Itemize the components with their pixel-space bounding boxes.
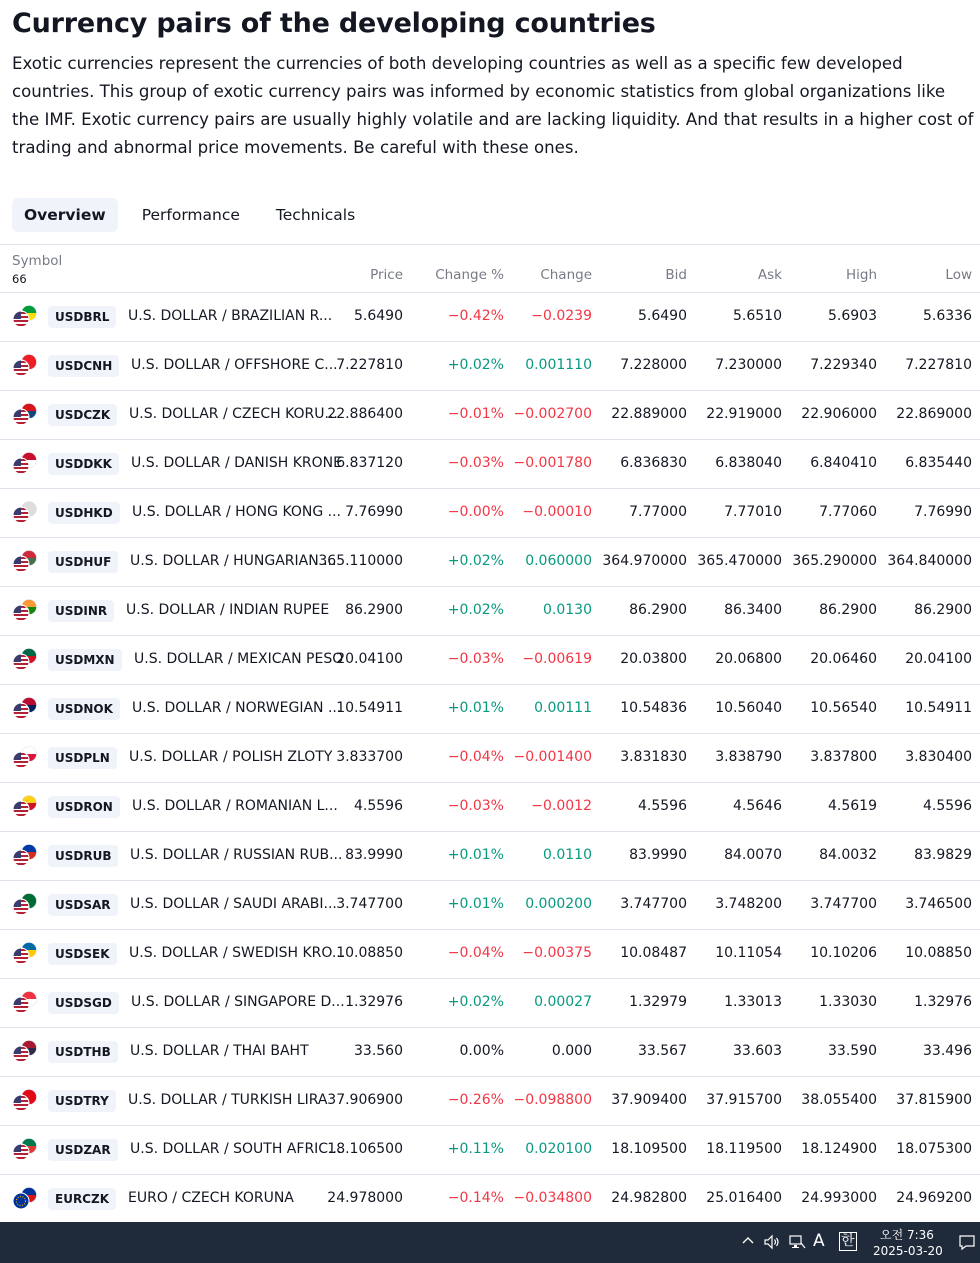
table-row[interactable] [0,685,980,734]
change-cell: 0.0130 [543,602,592,618]
bid-cell: 5.6490 [638,308,687,324]
eu-czech-flag-icon [12,1187,38,1211]
change-cell: 0.001110 [525,357,592,373]
thailand-flag-icon [12,1040,38,1064]
high-cell: 365.290000 [792,553,877,569]
pair-description: U.S. DOLLAR / SOUTH AFRIC... [130,1141,342,1157]
price-cell: 86.2900 [345,602,403,618]
ticker-badge[interactable]: USDBRL [48,306,116,328]
pair-description: U.S. DOLLAR / RUSSIAN RUB... [130,847,343,863]
price-cell: 5.6490 [354,308,403,324]
sweden-flag-icon [12,942,38,966]
table-row[interactable] [0,440,980,489]
ask-cell: 37.915700 [706,1092,782,1108]
low-cell: 6.835440 [905,455,972,471]
bid-header[interactable]: Bid [665,267,687,283]
table-row[interactable] [0,979,980,1028]
table-row[interactable] [0,293,980,342]
ime-korean-indicator[interactable]: 한 [841,1233,855,1249]
denmark-flag-icon [12,452,38,476]
price-cell: 365.110000 [318,553,403,569]
price-cell: 83.9990 [345,847,403,863]
clock-date[interactable]: 2025-03-20 [873,1244,943,1258]
bid-cell: 22.889000 [611,406,687,422]
high-cell: 24.993000 [801,1190,877,1206]
ask-cell: 6.838040 [715,455,782,471]
bid-cell: 1.32979 [629,994,687,1010]
ticker-badge[interactable]: USDRON [48,796,120,818]
ticker-badge[interactable]: USDTRY [48,1090,116,1112]
ticker-badge[interactable]: USDZAR [48,1139,118,1161]
network-icon[interactable] [788,1233,806,1254]
table-row[interactable] [0,636,980,685]
low-cell: 22.869000 [896,406,972,422]
brazil-flag-icon [12,305,38,329]
change-cell: −0.034800 [513,1190,592,1206]
ask-cell: 5.6510 [733,308,782,324]
change-cell: −0.001780 [513,455,592,471]
change-cell: −0.00375 [522,945,592,961]
bid-cell: 10.08487 [620,945,687,961]
price-cell: 1.32976 [345,994,403,1010]
price-cell: 33.560 [354,1043,403,1059]
table-row[interactable] [0,391,980,440]
low-cell: 86.2900 [914,602,972,618]
windows-taskbar [0,1222,980,1263]
change-percent-cell: +0.02% [447,553,504,569]
bid-cell: 18.109500 [611,1141,687,1157]
change-header[interactable]: Change [540,267,592,283]
table-row[interactable] [0,734,980,783]
change-cell: −0.001400 [513,749,592,765]
hong-kong-flag-icon [12,501,38,525]
change-percent-cell: +0.02% [447,357,504,373]
change-percent-cell: −0.14% [447,1190,504,1206]
pair-description: U.S. DOLLAR / SINGAPORE D... [131,994,345,1010]
high-cell: 1.33030 [819,994,877,1010]
price-cell: 37.906900 [327,1092,403,1108]
high-cell: 10.56540 [810,700,877,716]
norway-flag-icon [12,697,38,721]
high-cell: 5.6903 [828,308,877,324]
ask-cell: 25.016400 [706,1190,782,1206]
saudi-arabia-flag-icon [12,893,38,917]
high-cell: 20.06460 [810,651,877,667]
bid-cell: 7.228000 [620,357,687,373]
ask-header[interactable]: Ask [757,267,782,283]
russia-flag-icon [12,844,38,868]
ask-cell: 33.603 [733,1043,782,1059]
change-cell: 0.0110 [543,847,592,863]
high-cell: 18.124900 [801,1141,877,1157]
pair-description: U.S. DOLLAR / TURKISH LIRA [128,1092,328,1108]
change-percent-cell: −0.26% [447,1092,504,1108]
bid-cell: 3.831830 [620,749,687,765]
price-cell: 3.833700 [336,749,403,765]
pair-description: U.S. DOLLAR / SAUDI ARABI... [130,896,337,912]
change-percent-cell: −0.03% [447,455,504,471]
change-cell: 0.060000 [525,553,592,569]
price-cell: 7.76990 [345,504,403,520]
pair-description: U.S. DOLLAR / NORWEGIAN ... [132,700,342,716]
change-percent-cell: +0.01% [447,700,504,716]
change-percent-cell: −0.42% [447,308,504,324]
singapore-flag-icon [12,991,38,1015]
ask-cell: 20.06800 [715,651,782,667]
ask-cell: 10.56040 [715,700,782,716]
ticker-badge[interactable]: USDTHB [48,1041,118,1063]
price-cell: 10.54911 [336,700,403,716]
ask-cell: 7.230000 [715,357,782,373]
high-cell: 7.229340 [810,357,877,373]
table-row[interactable] [0,587,980,636]
bid-cell: 4.5596 [638,798,687,814]
bid-cell: 33.567 [638,1043,687,1059]
ticker-badge[interactable]: USDMXN [48,649,122,671]
page-description: Exotic currencies represent the currencies of both developing countries as well as a specific few developed countries. This group of exotic currency pairs was informed by economic statistics from global organizations like the IMF. Exotic currency pairs are usually highly volatile and are lacking liquidity. And that results in a higher cost of trading and abnormal price movements. Be careful with these ones. [12,54,974,157]
high-cell: 3.747700 [810,896,877,912]
high-cell: 38.055400 [801,1092,877,1108]
low-cell: 18.075300 [896,1141,972,1157]
tab-performance[interactable]: Performance [141,206,240,224]
high-cell: 7.77060 [819,504,877,520]
table-row[interactable] [0,881,980,930]
ask-cell: 18.119500 [706,1141,782,1157]
change-percent-cell: −0.04% [447,749,504,765]
table-body [0,293,980,1224]
ask-cell: 4.5646 [733,798,782,814]
ticker-badge[interactable]: USDRUB [48,845,118,867]
pair-description: U.S. DOLLAR / THAI BAHT [130,1043,309,1059]
bid-cell: 37.909400 [611,1092,687,1108]
low-cell: 3.830400 [905,749,972,765]
price-header[interactable]: Price [370,267,403,283]
pair-description: U.S. DOLLAR / SWEDISH KRO... [129,945,346,961]
pair-description: U.S. DOLLAR / CZECH KORU... [129,406,338,422]
change-percent-cell: −0.03% [447,651,504,667]
poland-flag-icon [12,746,38,770]
change-cell: 0.00111 [534,700,592,716]
ask-cell: 22.919000 [706,406,782,422]
bid-cell: 24.982800 [611,1190,687,1206]
table-row[interactable] [0,832,980,881]
change-percent-cell: −0.00% [447,504,504,520]
change-cell: −0.00619 [522,651,592,667]
low-cell: 20.04100 [905,651,972,667]
low-cell: 33.496 [923,1043,972,1059]
bid-cell: 83.9990 [629,847,687,863]
change-cell: 0.00027 [534,994,592,1010]
pair-description: U.S. DOLLAR / BRAZILIAN R... [128,308,333,324]
table-row[interactable] [0,930,980,979]
high-cell: 3.837800 [810,749,877,765]
pair-description: U.S. DOLLAR / MEXICAN PESO [134,651,344,667]
table-row[interactable] [0,1077,980,1126]
price-cell: 4.5596 [354,798,403,814]
price-cell: 22.886400 [327,406,403,422]
clock-time[interactable]: 오전 7:36 [880,1228,934,1242]
ask-cell: 1.33013 [724,994,782,1010]
price-cell: 3.747700 [336,896,403,912]
high-cell: 6.840410 [810,455,877,471]
change-cell: 0.000 [551,1043,592,1059]
low-cell: 10.08850 [905,945,972,961]
ticker-badge[interactable]: USDNOK [48,698,120,720]
table-row[interactable] [0,1126,980,1175]
price-cell: 6.837120 [336,455,403,471]
change-cell: −0.0012 [531,798,592,814]
pair-description: U.S. DOLLAR / HUNGARIAN ... [130,553,337,569]
india-flag-icon [12,599,38,623]
change-cell: −0.00010 [522,504,592,520]
czech-flag-icon [12,403,38,427]
hungary-flag-icon [12,550,38,574]
pair-description: U.S. DOLLAR / DANISH KRONE [131,455,342,471]
ime-mode-indicator[interactable]: A [813,1231,825,1251]
change-percent-cell: +0.01% [447,896,504,912]
ask-cell: 3.748200 [715,896,782,912]
table-row[interactable] [0,1028,980,1077]
high-cell: 33.590 [828,1043,877,1059]
pair-description: U.S. DOLLAR / HONG KONG ... [132,504,342,520]
ask-cell: 365.470000 [697,553,782,569]
high-cell: 10.10206 [810,945,877,961]
tab-overview[interactable]: Overview [12,198,118,232]
ticker-badge[interactable]: USDCNH [48,355,119,377]
low-cell: 3.746500 [905,896,972,912]
low-header[interactable]: Low [945,267,972,283]
bid-cell: 10.54836 [620,700,687,716]
low-cell: 364.840000 [887,553,972,569]
change-percent-cell: 0.00% [459,1043,504,1059]
change-percent-header[interactable]: Change % [435,267,504,283]
turkey-flag-icon [12,1089,38,1113]
chevron-up-icon[interactable] [741,1234,755,1252]
table-row[interactable] [0,1175,980,1224]
low-cell: 83.9829 [914,847,972,863]
bid-cell: 3.747700 [620,896,687,912]
price-cell: 24.978000 [327,1190,403,1206]
ticker-badge[interactable]: EURCZK [48,1188,116,1210]
ticker-badge[interactable]: USDHKD [48,502,120,524]
change-cell: 0.000200 [525,896,592,912]
pair-description: U.S. DOLLAR / OFFSHORE C... [131,357,338,373]
low-cell: 7.227810 [905,357,972,373]
change-percent-cell: −0.04% [447,945,504,961]
change-cell: −0.0239 [531,308,592,324]
change-percent-cell: −0.03% [447,798,504,814]
page-title: Currency pairs of the developing countries [12,8,656,39]
ticker-badge[interactable]: USDSAR [48,894,118,916]
ticker-badge[interactable]: USDDKK [48,453,119,475]
change-cell: −0.002700 [513,406,592,422]
high-cell: 22.906000 [801,406,877,422]
change-cell: −0.098800 [513,1092,592,1108]
pair-description: U.S. DOLLAR / ROMANIAN L... [132,798,338,814]
south-africa-flag-icon [12,1138,38,1162]
low-cell: 7.76990 [914,504,972,520]
bid-cell: 7.77000 [629,504,687,520]
ask-cell: 3.838790 [715,749,782,765]
volume-icon[interactable] [763,1233,781,1254]
change-percent-cell: +0.01% [447,847,504,863]
price-cell: 10.08850 [336,945,403,961]
currency-table [0,244,980,1224]
price-cell: 18.106500 [327,1141,403,1157]
table-row[interactable] [0,783,980,832]
ask-cell: 86.3400 [724,602,782,618]
change-cell: 0.020100 [525,1141,592,1157]
low-cell: 1.32976 [914,994,972,1010]
ticker-badge[interactable]: USDSEK [48,943,117,965]
symbol-header[interactable]: Symbol [12,253,63,269]
bid-cell: 86.2900 [629,602,687,618]
table-row[interactable] [0,538,980,587]
tab-bar [12,198,379,232]
pair-description: EURO / CZECH KORUNA [128,1190,294,1206]
tab-technicals[interactable]: Technicals [275,206,356,224]
pair-description: U.S. DOLLAR / POLISH ZLOTY [129,749,333,765]
ask-cell: 84.0070 [724,847,782,863]
high-header[interactable]: High [845,267,877,283]
bid-cell: 20.03800 [620,651,687,667]
ticker-badge[interactable]: USDCZK [48,404,117,426]
table-row[interactable] [0,489,980,538]
low-cell: 24.969200 [896,1190,972,1206]
ticker-badge[interactable]: USDSGD [48,992,119,1014]
symbol-count: 66 [12,272,27,286]
low-cell: 10.54911 [905,700,972,716]
change-percent-cell: +0.02% [447,994,504,1010]
low-cell: 5.6336 [923,308,972,324]
ticker-badge[interactable]: USDPLN [48,747,117,769]
ticker-badge[interactable]: USDINR [48,600,114,622]
price-cell: 7.227810 [336,357,403,373]
table-header [0,244,980,293]
high-cell: 86.2900 [819,602,877,618]
romania-flag-icon [12,795,38,819]
high-cell: 84.0032 [819,847,877,863]
table-row[interactable] [0,342,980,391]
pair-description: U.S. DOLLAR / INDIAN RUPEE [126,602,330,618]
low-cell: 37.815900 [896,1092,972,1108]
ask-cell: 7.77010 [724,504,782,520]
china-flag-icon [12,354,38,378]
change-percent-cell: +0.02% [447,602,504,618]
price-cell: 20.04100 [336,651,403,667]
bid-cell: 364.970000 [602,553,687,569]
ask-cell: 10.11054 [715,945,782,961]
bid-cell: 6.836830 [620,455,687,471]
change-percent-cell: −0.01% [447,406,504,422]
notification-icon[interactable] [958,1233,976,1254]
high-cell: 4.5619 [828,798,877,814]
mexico-flag-icon [12,648,38,672]
ticker-badge[interactable]: USDHUF [48,551,118,573]
change-percent-cell: +0.11% [447,1141,504,1157]
low-cell: 4.5596 [923,798,972,814]
